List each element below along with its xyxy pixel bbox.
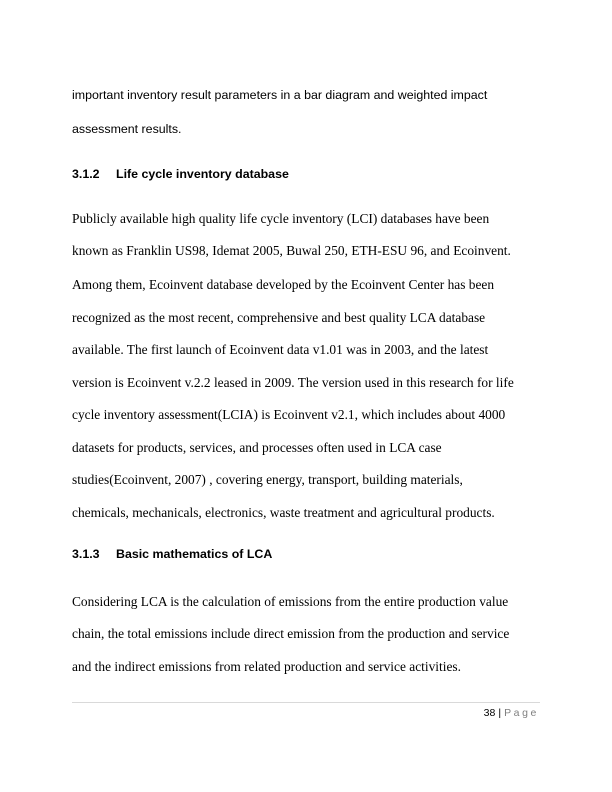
body-text-line: chain, the total emissions include direct emission from the production and service xyxy=(72,626,510,641)
body-text-line: version is Ecoinvent v.2.2 leased in 2009. The version used in this research for life xyxy=(72,375,514,390)
body-text-line: studies(Ecoinvent, 2007) , covering energy, transport, building materials, xyxy=(72,472,463,487)
section-title: Life cycle inventory database xyxy=(116,167,289,181)
footer-separator: | xyxy=(498,707,502,719)
page-number: 38 xyxy=(483,707,496,719)
body-text-line: known as Franklin US98, Idemat 2005, Buwal 250, ETH-ESU 96, and Ecoinvent. xyxy=(72,243,511,258)
body-text-line: recognized as the most recent, comprehensive and best quality LCA database xyxy=(72,310,486,325)
footer-divider xyxy=(72,702,540,703)
section-title: Basic mathematics of LCA xyxy=(116,547,273,561)
body-text-line: datasets for products, services, and processes often used in LCA case xyxy=(72,440,442,455)
body-text-line: chemicals, mechanicals, electronics, waste treatment and agricultural products. xyxy=(72,505,495,520)
page-footer xyxy=(484,707,539,719)
section-heading-3-1-3 xyxy=(72,547,272,561)
body-text-line: available. The first launch of Ecoinvent data v1.01 was in 2003, and the latest xyxy=(72,342,489,357)
body-text-line: important inventory result parameters in a bar diagram and weighted impact xyxy=(72,88,488,102)
section-heading-3-1-2 xyxy=(72,167,289,181)
body-text-line: cycle inventory assessment(LCIA) is Ecoinvent v2.1, which includes about 4000 xyxy=(72,407,506,422)
page-label: Page xyxy=(504,707,539,719)
body-text-line: Among them, Ecoinvent database developed by the Ecoinvent Center has been xyxy=(72,277,495,292)
section-number: 3.1.3 xyxy=(72,547,100,561)
body-text-line: Considering LCA is the calculation of emissions from the entire production value xyxy=(72,594,509,609)
body-text-line: Publicly available high quality life cycle inventory (LCI) databases have been xyxy=(72,211,490,226)
body-text-line: and the indirect emissions from related production and service activities. xyxy=(72,659,461,674)
section-number: 3.1.2 xyxy=(72,167,100,181)
body-text-line: assessment results. xyxy=(72,122,182,136)
